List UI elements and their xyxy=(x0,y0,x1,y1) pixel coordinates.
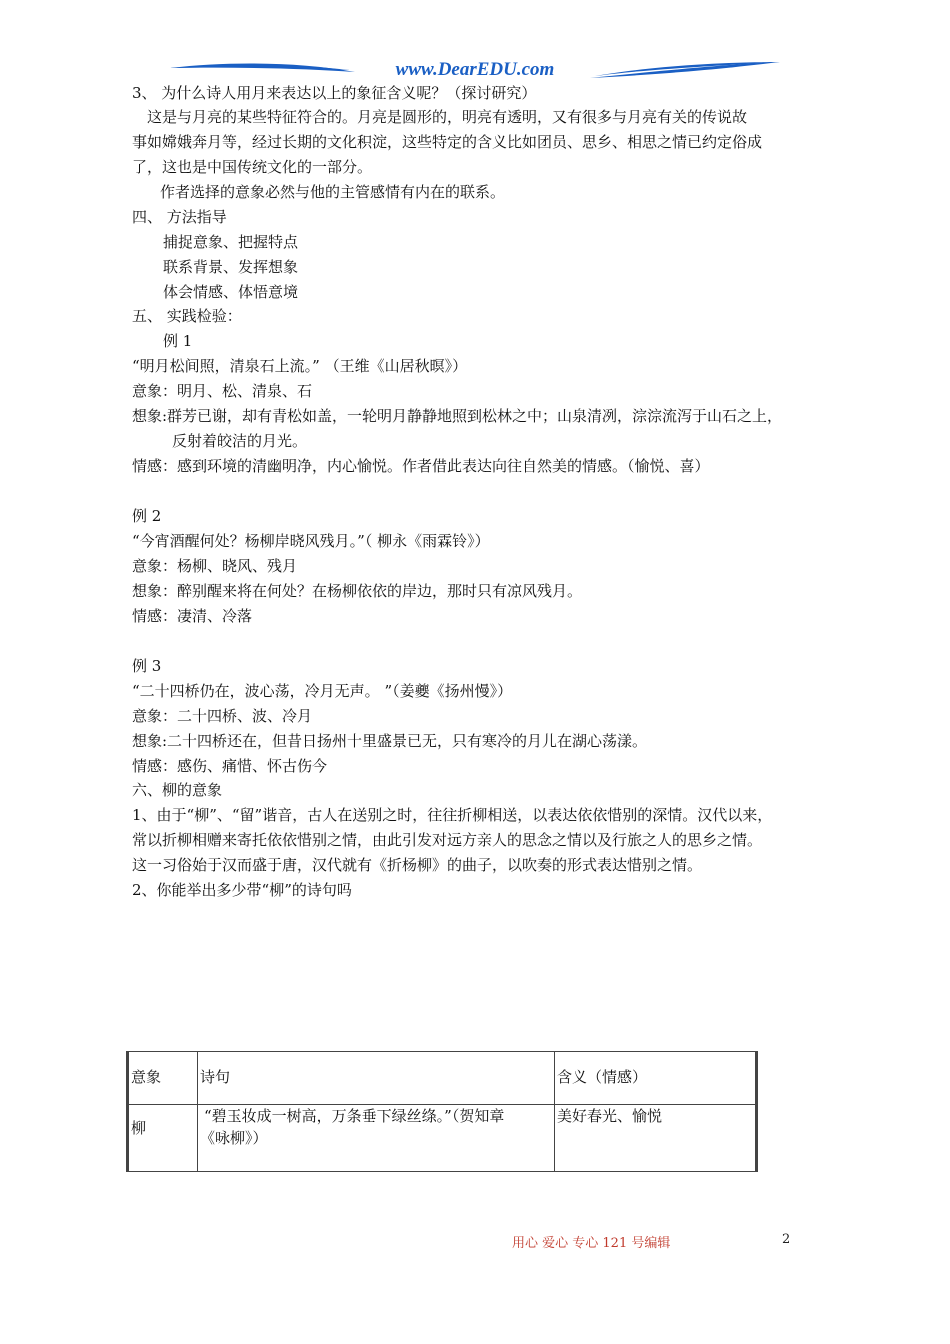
example-imagination: 想象:二十四桥还在，但昔日扬州十里盛景已无，只有寒冷的月儿在湖心荡漾。 xyxy=(132,732,648,750)
example-label: 例 2 xyxy=(132,507,162,525)
example-imagery: 意象：二十四桥、波、冷月 xyxy=(132,707,313,725)
section-heading-5: 五、 实践检验： xyxy=(132,307,242,325)
method-item: 联系背景、发挥想象 xyxy=(163,258,299,276)
footer-slogan: 用心 爱心 专心 121 号编辑 xyxy=(512,1236,671,1251)
method-item: 捕捉意象、把握特点 xyxy=(163,233,299,251)
table-header-imagery: 意象 xyxy=(131,1068,162,1086)
example-imagery: 意象：杨柳、晓风、残月 xyxy=(132,557,298,575)
example-imagination: 想象：醉别醒来将在何处？在杨柳依依的岸边，那时只有凉风残月。 xyxy=(132,582,583,600)
paragraph-line: 了，这也是中国传统文化的一部分。 xyxy=(132,158,373,176)
paragraph-line: 事如嫦娥奔月等，经过长期的文化积淀，这些特定的含义比如团员、思乡、相思之情已约定俗成 xyxy=(132,133,763,151)
paragraph-line: 作者选择的意象必然与他的主管感情有内在的联系。 xyxy=(160,183,506,201)
section-heading-4: 四、 方法指导 xyxy=(132,208,227,226)
example-imagination: 想象:群芳已谢，却有青松如盖，一轮明月静静地照到松林之中；山泉清冽，淙淙流泻于山石之上， xyxy=(132,407,783,425)
question-2: 2、你能举出多少带“柳”的诗句吗 xyxy=(132,881,352,899)
example-verse: “二十四桥仍在，波心荡，冷月无声。 ”（姜夔《扬州慢》） xyxy=(132,682,513,700)
paragraph-line: 这是与月亮的某些特征符合的。月亮是圆形的，明亮有透明，又有很多与月亮有关的传说故 xyxy=(147,108,748,126)
imagery-table xyxy=(126,1051,758,1172)
table-cell-verse: “碧玉妆成一树高，万条垂下绿丝绦。”（贺知章 xyxy=(204,1107,505,1125)
example-verse: “今宵酒醒何处？杨柳岸晓风残月。”（ 柳永《雨霖铃》） xyxy=(132,532,490,550)
site-url[interactable]: www.DearEDU.com xyxy=(395,59,555,80)
paragraph-line: 这一习俗始于汉而盛于唐，汉代就有《折杨柳》的曲子，以吹奏的形式表达惜别之情。 xyxy=(132,856,703,874)
section-heading-6: 六、柳的意象 xyxy=(132,781,223,799)
table-cell-verse-cont: 《咏柳》） xyxy=(200,1129,268,1147)
table-header-row xyxy=(128,1052,757,1105)
example-label: 例 1 xyxy=(163,332,193,350)
table-header-verse: 诗句 xyxy=(200,1068,231,1086)
example-imagination-cont: 反射着皎洁的月光。 xyxy=(172,432,308,450)
table-row xyxy=(128,1105,757,1172)
method-item: 体会情感、体悟意境 xyxy=(163,283,299,301)
example-imagery: 意象：明月、松、清泉、石 xyxy=(132,382,313,400)
paragraph-line: 1、由于“柳”、“留”谐音，古人在送别之时，往往折柳相送，以表达依依惜别的深情。汉代以来， xyxy=(132,806,773,824)
paragraph-line: 常以折柳相赠来寄托依依惜别之情，由此引发对远方亲人的思念之情以及行旅之人的思乡之情。 xyxy=(132,831,763,849)
example-emotion: 情感：感到环境的清幽明净，内心愉悦。作者借此表达向往自然美的情感。（愉悦、喜） xyxy=(132,457,710,475)
page-number: 2 xyxy=(782,1232,791,1247)
table-cell-meaning: 美好春光、愉悦 xyxy=(557,1107,663,1125)
table-header-meaning: 含义（情感） xyxy=(557,1068,648,1086)
example-emotion: 情感：感伤、痛惜、怀古伤今 xyxy=(132,757,328,775)
question-3: 3、 为什么诗人用月来表达以上的象征含义呢？（探讨研究） xyxy=(132,84,537,102)
site-header xyxy=(170,56,780,84)
table-cell-imagery: 柳 xyxy=(131,1119,147,1137)
example-emotion: 情感：凄清、冷落 xyxy=(132,607,253,625)
example-verse: “明月松间照，清泉石上流。” （王维《山居秋暝》） xyxy=(132,357,468,375)
example-label: 例 3 xyxy=(132,657,162,675)
